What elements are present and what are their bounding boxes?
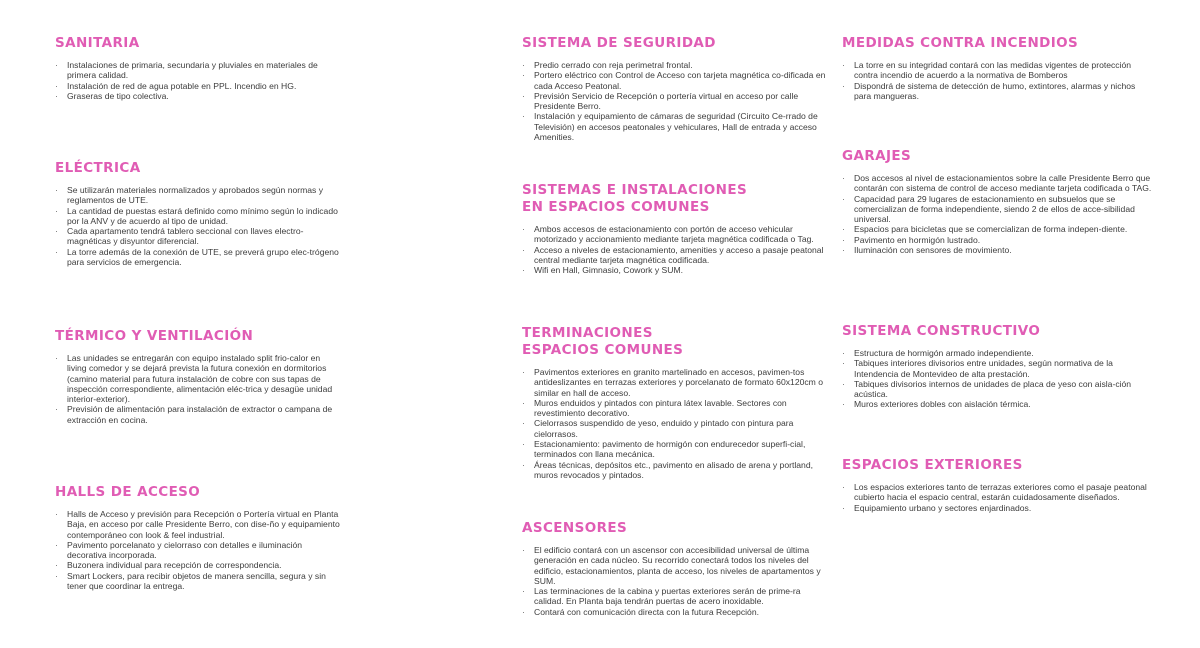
section-termico-ventilacion [55,328,340,425]
list-item: · Smart Lockers, para recibir objetos de manera sencilla, segura y sin tener que coordinar la entrega. [55,571,340,592]
list-item: · Buzonera individual para recepción de correspondencia. [55,560,340,570]
list-item: · Áreas técnicas, depósitos etc., pavimento en alisado de arena y portland, muros revocados y pintados. [522,460,827,481]
section-heading [55,328,340,345]
list-item: · Los espacios exteriores tanto de terrazas exteriores como el pasaje peatonal cubierto hacia el espacio central, estarán cuidadosamente diseñados. [842,482,1152,503]
bullet-list [522,545,827,617]
section-heading [522,325,827,359]
bullet-list [842,60,1152,101]
bullet-list [842,348,1152,410]
bullet-list [842,482,1152,513]
list-item: · La torre además de la conexión de UTE, se preverá grupo elec-trógeno para servicios de emergencia. [55,247,340,268]
section-espacios-exteriores [842,457,1152,513]
section-terminaciones [522,325,827,480]
section-halls-de-acceso [55,484,340,591]
section-heading [842,323,1152,340]
section-sistema-constructivo [842,323,1152,410]
list-item: · Previsión de alimentación para instalación de extractor o campana de extracción en cocina. [55,404,340,425]
bullet-list [522,60,827,142]
section-heading [522,520,827,537]
list-item: · Pavimento en hormigón lustrado. [842,235,1152,245]
list-item: · Predio cerrado con reja perimetral frontal. [522,60,827,70]
section-garajes [842,148,1152,255]
section-heading [55,35,340,52]
section-heading-line: SISTEMA CONSTRUCTIVO [842,323,1041,339]
section-heading [522,35,827,52]
list-item: · El edificio contará con un ascensor con accesibilidad universal de última generación en cada núcleo. Su recorrido conectará todos los niveles del edificio, estacionamientos, planta de acceso, los niveles de apartamentos y SUM. [522,545,827,586]
section-ascensores [522,520,827,617]
section-heading-line: ESPACIOS EXTERIORES [842,457,1023,473]
section-heading-line: SANITARIA [55,35,140,51]
section-heading [522,182,827,216]
bullet-list [55,509,340,591]
section-heading [55,484,340,501]
list-item: · La torre en su integridad contará con las medidas vigentes de protección contra incendio de acuerdo a la normativa de Bomberos [842,60,1152,81]
section-electrica [55,160,340,267]
section-heading-line: MEDIDAS CONTRA INCENDIOS [842,35,1079,51]
list-item: · Instalación de red de agua potable en PPL. Incendio en HG. [55,81,340,91]
list-item: · Dispondrá de sistema de detección de humo, extintores, alarmas y nichos para mangueras. [842,81,1152,102]
list-item: · Pavimento porcelanato y cielorraso con detalles e iluminación decorativa incorporada. [55,540,340,561]
bullet-list [55,60,340,101]
list-item: · La cantidad de puestas estará definido como mínimo según lo indicado por la ANV y de acuerdo al tipo de unidad. [55,206,340,227]
list-item: · Cada apartamento tendrá tablero seccional con llaves electro-magnéticas y disyuntor diferencial. [55,226,340,247]
list-item: · Las unidades se entregarán con equipo instalado split frio-calor en living comedor y se dejará prevista la futura conexión en dormitorios (camino material para futura instalación de cobre con sus tapas de inspección correspondiente, alimentación eléc-trica y desagüe unidad interior-exterior). [55,353,340,404]
bullet-list [522,367,827,480]
list-item: · Halls de Acceso y previsión para Recepción o Portería virtual en Planta Baja, en acceso por calle Presidente Berro, con dise-ño y equipamiento contemporáneo con look & feel industrial. [55,509,340,540]
list-item: · Tabiques divisorios internos de unidades de placa de yeso con aisla-ción acústica. [842,379,1152,400]
section-heading [842,457,1152,474]
bullet-list [55,185,340,267]
list-item: · Pavimentos exteriores en granito martelinado en accesos, pavimen-tos antideslizantes en terrazas exteriores y porcelanato de formato 60x120cm o similar en hall de acceso. [522,367,827,398]
list-item: · Portero eléctrico con Control de Acceso con tarjeta magnética co-dificada en cada Acceso Peatonal. [522,70,827,91]
list-item: · Ambos accesos de estacionamiento con portón de acceso vehicular motorizado y accionamiento mediante tarjeta magnética codificada o Tag. [522,224,827,245]
list-item: · Wifi en Hall, Gimnasio, Cowork y SUM. [522,265,827,275]
list-item: · Estacionamiento: pavimento de hormigón con endurecedor superfi-cial, terminados con llana mecánica. [522,439,827,460]
list-item: · Cielorrasos suspendido de yeso, enduido y pintado con pintura para cielorrasos. [522,418,827,439]
section-heading-line: ELÉCTRICA [55,160,141,176]
list-item: · Equipamiento urbano y sectores enjardinados. [842,503,1152,513]
section-heading-line: TÉRMICO Y VENTILACIÓN [55,328,254,344]
section-medidas-contra-incendios [842,35,1152,101]
section-heading-line: HALLS DE ACCESO [55,484,201,500]
list-item: · Muros enduidos y pintados con pintura látex lavable. Sectores con revestimiento decorativo. [522,398,827,419]
section-heading-line: GARAJES [842,148,912,164]
list-item: · Instalaciones de primaria, secundaria y pluviales en materiales de primera calidad. [55,60,340,81]
list-item: · Se utilizarán materiales normalizados y aprobados según normas y reglamentos de UTE. [55,185,340,206]
bullet-list [842,173,1152,255]
list-item: · Muros exteriores dobles con aislación térmica. [842,399,1152,409]
list-item: · Instalación y equipamiento de cámaras de seguridad (Circuito Ce-rrado de Televisión) en accesos peatonales y vehiculares, Hall de entrada y acceso Amenities. [522,111,827,142]
section-heading-line: SISTEMA DE SEGURIDAD [522,35,716,51]
bullet-list [55,353,340,425]
list-item: · Tabiques interiores divisorios entre unidades, según normativa de la Intendencia de Montevideo de alta prestación. [842,358,1152,379]
section-sistema-de-seguridad [522,35,827,142]
section-sanitaria [55,35,340,101]
section-heading-line: TERMINACIONES [522,325,653,341]
list-item: · Contará con comunicación directa con la futura Recepción. [522,607,827,617]
section-heading-line: ESPACIOS COMUNES [522,342,684,358]
list-item: · Espacios para bicicletas que se comercializan de forma indepen-diente. [842,224,1152,234]
list-item: · Dos accesos al nivel de estacionamientos sobre la calle Presidente Berro que contarán con sistema de control de acceso mediante tarjeta codificada o TAG. [842,173,1152,194]
list-item: · Las terminaciones de la cabina y puertas exteriores serán de prime-ra calidad. En Planta baja tendrán puertas de acero inoxidable. [522,586,827,607]
list-item: · Acceso a niveles de estacionamiento, amenities y acceso a pasaje peatonal central mediante tarjeta magnética codificada. [522,245,827,266]
section-heading-line: SISTEMAS E INSTALACIONES [522,182,748,198]
list-item: · Iluminación con sensores de movimiento. [842,245,1152,255]
list-item: · Capacidad para 29 lugares de estacionamiento en subsuelos que se comercializan de forma independiente, siendo 2 de ellos de acce-sibilidad universal. [842,194,1152,225]
section-heading [842,35,1152,52]
section-heading [55,160,340,177]
section-sistemas-instalaciones [522,182,827,275]
section-heading [842,148,1152,165]
section-heading-line: ASCENSORES [522,520,628,536]
list-item: · Estructura de hormigón armado independiente. [842,348,1152,358]
section-heading-line: EN ESPACIOS COMUNES [522,199,710,215]
list-item: · Graseras de tipo colectiva. [55,91,340,101]
bullet-list [522,224,827,275]
list-item: · Previsión Servicio de Recepción o portería virtual en acceso por calle Presidente Berro. [522,91,827,112]
